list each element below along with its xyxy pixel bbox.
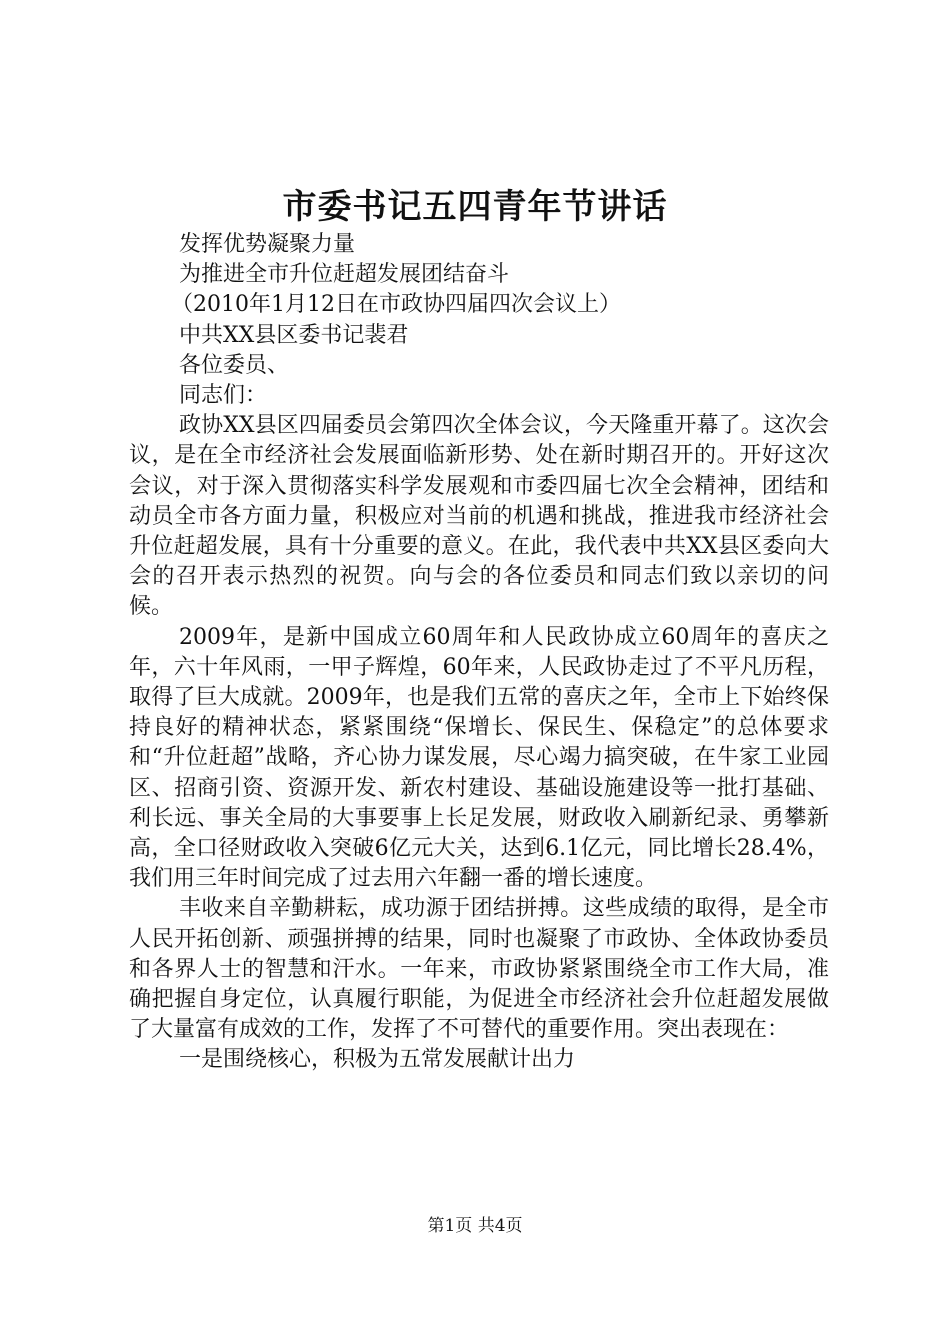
header-line: 为推进全市升位赶超发展团结奋斗: [179, 262, 510, 288]
header-line: 中共XX县区委书记裴君: [179, 322, 409, 348]
document-body: [129, 230, 829, 1076]
header-line: （2010年1月12日在市政协四届四次会议上）: [171, 292, 621, 318]
page-number: 第1页 共4页: [427, 1216, 523, 1236]
document-title: 市委书记五四青年节讲话: [282, 187, 668, 227]
header-line: 同志们：: [179, 383, 268, 409]
paragraph: 2009年，是新中国成立60周年和人民政协成立60周年的喜庆之年，六十年风雨，一甲子辉煌，60年来，人民政协走过了不平凡历程，取得了巨大成就。2009年，也是我们五常的喜庆之年，全市上下始终保持良好的精神状态，紧紧围绕“保增长、保民生、保稳定”的总体要求和“升位赶超”战略，齐心协力谋发展，尽心竭力搞突破，在牛家工业园区、招商引资、资源开发、新农村建设、基础设施建设等一批打基础、利长远、事关全局的大事要事上长足发展，财政收入刷新纪录、勇攀新高，全口径财政收入突破6亿元大关，达到6.1亿元，同比增长28.4%，我们用三年时间完成了过去用六年翻一番的增长速度。: [129, 624, 829, 892]
paragraph: 政协XX县区四届委员会第四次全体会议，今天隆重开幕了。这次会议，是在全市经济社会发展面临新形势、处在新时期召开的。开好这次会议，对于深入贯彻落实科学发展观和市委四届七次全会精神，团结和动员全市各方面力量，积极应对当前的机遇和挑战，推进我市经济社会升位赶超发展，具有十分重要的意义。在此，我代表中共XX县区委向大会的召开表示热烈的祝贺。向与会的各位委员和同志们致以亲切的问候。: [129, 413, 829, 620]
paragraph: 丰收来自辛勤耕耘，成功源于团结拼搏。这些成绩的取得，是全市人民开拓创新、顽强拼搏的结果，同时也凝聚了市政协、全体政协委员和各界人士的智慧和汗水。一年来，市政协紧紧围绕全市工作大局，准确把握自身定位，认真履行职能，为促进全市经济社会升位赶超发展做了大量富有成效的工作，发挥了不可替代的重要作用。突出表现在：: [129, 896, 829, 1043]
header-line: 发挥优势凝聚力量: [179, 232, 356, 257]
header-line: 各位委员、: [179, 352, 290, 378]
subheading: 一是围绕核心，积极为五常发展献计出力: [179, 1047, 576, 1073]
